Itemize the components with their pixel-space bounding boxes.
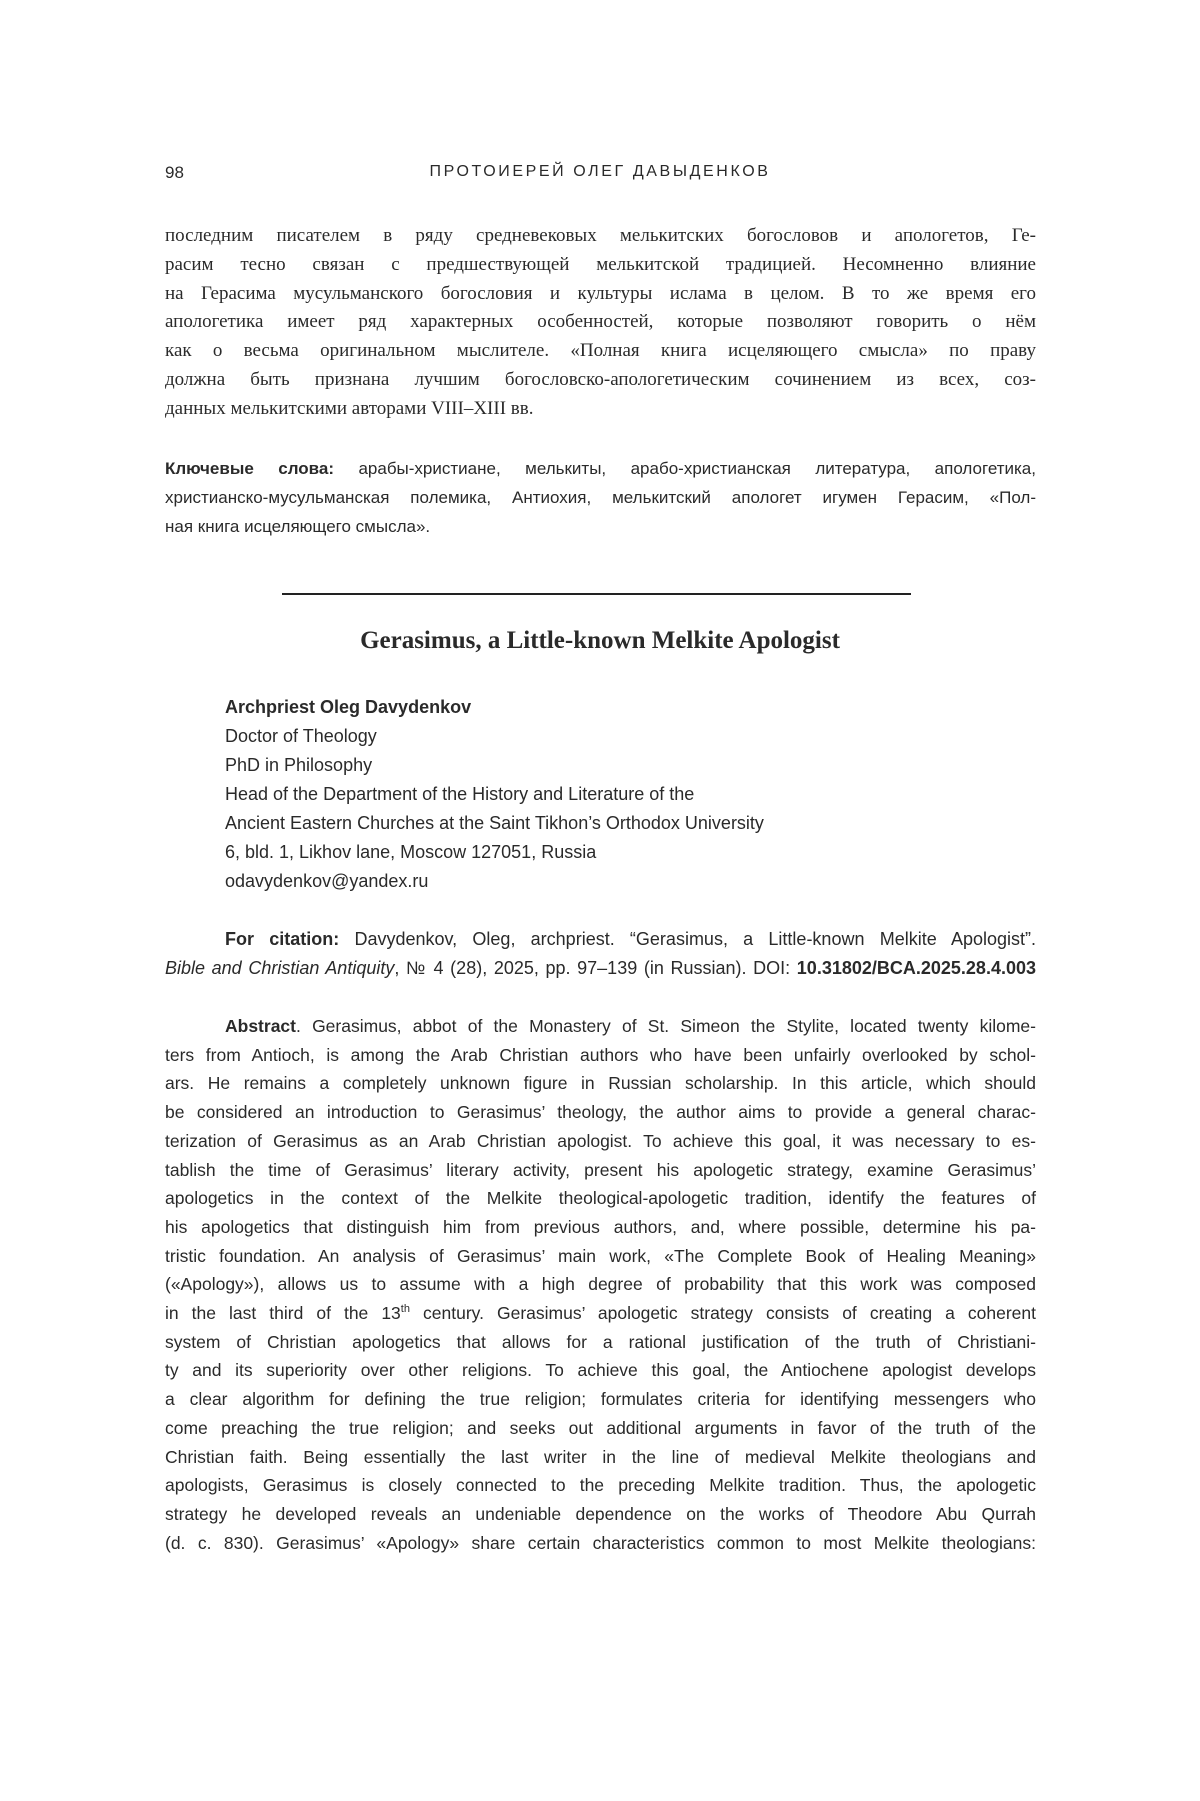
citation-block	[165, 925, 1036, 983]
abstract-line: ars. He remains a completely unknown figure in Russian scholarship. In this article, which should	[165, 1073, 1036, 1094]
citation-label: For citation:	[225, 929, 340, 949]
abstract-line: (d. c. 830). Gerasimus’ «Apology» share certain characteristics common to most Melkite theologians:	[165, 1532, 1036, 1553]
ru-abstract-line: апологетика имеет ряд характерных особенностей, которые позволяют говорить о нём	[165, 311, 1036, 333]
author-name: Archpriest Oleg Davydenkov	[225, 697, 472, 717]
abstract-line: in the last third of the 13	[165, 1303, 401, 1324]
keywords-text: христианско-мусульманская полемика, Антиохия, мелькитский апологет игумен Герасим, «Пол-	[165, 488, 1036, 507]
abstract-line: Christian faith. Being essentially the last writer in the line of medieval Melkite theologians and	[165, 1446, 1036, 1467]
page-number: 98	[165, 163, 184, 182]
citation-doi: 10.31802/BCA.2025.28.4.003	[796, 958, 1036, 978]
ru-abstract-line: должна быть признана лучшим богословско-апологетическим сочинением из всех, соз-	[165, 368, 1036, 390]
russian-abstract-tail	[165, 222, 1036, 424]
abstract-line: apologists, Gerasimus is closely connected to the preceding Melkite tradition. Thus, the apologetic	[165, 1475, 1036, 1496]
running-header: ПРОТОИЕРЕЙ ОЛЕГ ДАВЫДЕНКОВ	[429, 163, 771, 180]
ru-abstract-line: как о весьма оригинальном мыслителе. «Полная книга исцеляющего смысла» по праву	[165, 340, 1036, 362]
abstract-line: his apologetics that distinguish him from previous authors, and, where possible, determine his pa-	[165, 1216, 1036, 1237]
abstract-line: ters from Antioch, is among the Arab Christian authors who have been unfairly overlooked by schol-	[165, 1044, 1036, 1065]
author-email: odavydenkov@yandex.ru	[225, 871, 429, 891]
citation-text: , № 4 (28), 2025, pp. 97–139 (in Russian). DOI:	[394, 958, 791, 978]
citation-text: Davydenkov, Oleg, archpriest. “Gerasimus, a Little-known Melkite Apologist”.	[354, 929, 1036, 949]
abstract-line: strategy he developed reveals an undeniable dependence on the works of Theodore Abu Qurrah	[165, 1503, 1036, 1524]
abstract-line: a clear algorithm for defining the true religion; formulates criteria for identifying messengers who	[165, 1389, 1036, 1410]
keywords-text: арабы-христиане, мелькиты, арабо-христианская литература, апологетика,	[358, 459, 1036, 478]
author-block	[225, 693, 764, 896]
author-position: Ancient Eastern Churches at the Saint Tikhon’s Orthodox University	[225, 813, 764, 833]
ru-abstract-line: данных мелькитскими авторами VIII–XIII вв.	[165, 397, 534, 419]
abstract-line: ty and its superiority over other religions. To achieve this goal, the Antiochene apologist develops	[165, 1360, 1036, 1381]
abstract-line: come preaching the true religion; and seeks out additional arguments in favor of the truth of the	[165, 1417, 1036, 1438]
abstract-block	[165, 1012, 1036, 1557]
abstract-line: tablish the time of Gerasimus’ literary activity, present his apologetic strategy, examine Gerasimus’	[165, 1159, 1036, 1180]
superscript-th: th	[400, 1303, 410, 1316]
abstract-line: apologetics in the context of the Melkite theological-apologetic tradition, identify the features of	[165, 1188, 1036, 1209]
author-degree: Doctor of Theology	[225, 726, 377, 746]
keywords-label: Ключевые слова:	[165, 459, 334, 478]
abstract-line: («Apology»), allows us to assume with a high degree of probability that this work was composed	[165, 1274, 1036, 1295]
section-divider	[282, 593, 911, 595]
author-degree: PhD in Philosophy	[225, 755, 373, 775]
ru-abstract-line: расим тесно связан с предшествующей мелькитской традицией. Несомненно влияние	[165, 253, 1036, 275]
ru-abstract-line: последним писателем в ряду средневековых мелькитских богословов и апологетов, Ге-	[165, 225, 1036, 246]
citation-journal: Bible and Christian Antiquity	[165, 958, 395, 978]
abstract-line: terization of Gerasimus as an Arab Christian apologist. To achieve this goal, it was necessary to es-	[165, 1130, 1036, 1151]
abstract-line: system of Christian apologetics that allows for a rational justification of the truth of Christiani-	[165, 1331, 1036, 1352]
abstract-line: century. Gerasimus’ apologetic strategy consists of creating a coherent	[409, 1303, 1036, 1324]
abstract-line: tristic foundation. An analysis of Gerasimus’ main work, «The Complete Book of Healing Meaning»	[165, 1245, 1036, 1266]
author-position: Head of the Department of the History and Literature of the	[225, 784, 695, 804]
ru-abstract-line: на Герасима мусульманского богословия и культуры ислама в целом. В то же время его	[165, 282, 1036, 304]
abstract-line: . Gerasimus, abbot of the Monastery of St. Simeon the Stylite, located twenty kilome-	[296, 1016, 1036, 1036]
abstract-label: Abstract	[225, 1016, 296, 1036]
author-address: 6, bld. 1, Likhov lane, Moscow 127051, Russia	[225, 842, 597, 862]
keywords-block	[165, 454, 1036, 541]
abstract-line: be considered an introduction to Gerasimus’ theology, the author aims to provide a general charac-	[165, 1102, 1036, 1123]
article-title: Gerasimus, a Little-known Melkite Apologist	[360, 627, 840, 654]
keywords-text: ная книга исцеляющего смысла».	[165, 517, 431, 536]
